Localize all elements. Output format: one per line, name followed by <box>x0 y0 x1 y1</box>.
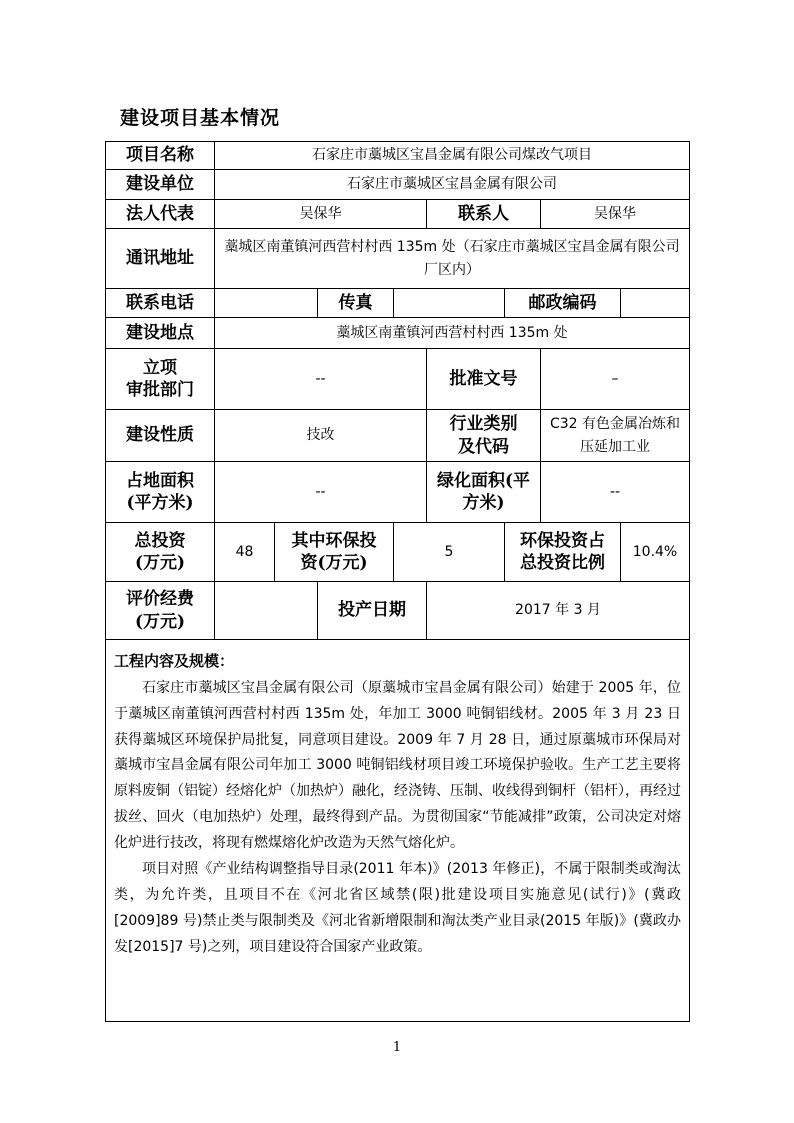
value-industry: C32 有色金属冶炼和压延加工业 <box>541 410 690 462</box>
section-heading: 建设项目基本情况 <box>120 107 281 129</box>
label-investment-line1: 总投资 <box>134 530 186 551</box>
value-legal-rep: 吴保华 <box>215 200 427 229</box>
label-industry-line2: 及代码 <box>458 436 509 457</box>
label-total-investment <box>106 523 215 582</box>
label-production-date: 投产日期 <box>318 582 427 640</box>
row-eval-cost <box>106 582 690 640</box>
value-production-date: 2017 年 3 月 <box>427 582 690 640</box>
label-ratio-line1: 环保投资占 <box>520 530 605 551</box>
label-area-line1: 占地面积 <box>126 470 194 491</box>
label-green-line1: 绿化面积(平 <box>436 470 531 491</box>
value-green-area: -- <box>541 462 690 523</box>
label-postcode: 邮政编码 <box>505 289 621 318</box>
label-green-area <box>427 462 541 523</box>
label-area <box>106 462 215 523</box>
label-eval-line2: (万元) <box>134 611 186 632</box>
value-contact: 吴保华 <box>541 200 690 229</box>
label-legal-rep: 法人代表 <box>106 200 215 229</box>
row-site <box>106 318 690 349</box>
label-project-name: 项目名称 <box>106 142 215 170</box>
label-env-investment <box>275 523 394 582</box>
value-area: -- <box>215 462 427 523</box>
value-eval-cost <box>215 582 318 640</box>
value-fax <box>394 289 505 318</box>
label-industry-line1: 行业类别 <box>449 414 518 435</box>
value-nature: 技改 <box>215 410 427 462</box>
project-content <box>106 640 690 1022</box>
label-nature: 建设性质 <box>106 410 215 462</box>
row-address <box>106 229 690 289</box>
value-total-investment: 48 <box>215 523 275 582</box>
label-address: 通讯地址 <box>106 229 215 289</box>
value-env-ratio: 10.4% <box>621 523 690 582</box>
value-approval: -- <box>215 349 427 410</box>
value-construction-unit: 石家庄市藁城区宝昌金属有限公司 <box>215 170 690 200</box>
label-phone: 联系电话 <box>106 289 215 318</box>
row-approval <box>106 349 690 410</box>
value-site: 藁城区南董镇河西营村村西 135m 处 <box>215 318 690 349</box>
value-env-investment: 5 <box>394 523 505 582</box>
label-approval-line2: 审批部门 <box>126 380 194 400</box>
value-project-name: 石家庄市藁城区宝昌金属有限公司煤改气项目 <box>215 142 690 170</box>
label-industry <box>427 410 541 462</box>
label-approval-line1: 立项 <box>143 357 177 378</box>
label-fax: 传真 <box>318 289 394 318</box>
label-env-ratio <box>505 523 621 582</box>
label-area-line2: (平方米) <box>126 493 194 513</box>
label-env-line2: 资(万元) <box>300 553 368 573</box>
row-nature <box>106 410 690 462</box>
content-paragraph-2: 项目对照《产业结构调整指导目录(2011 年本)》(2013 年修正)，不属于限制类或淘汰类，为允许类，且项目不在《河北省区域禁(限)批建设项目实施意见(试行)》(冀政[2009]89 号)禁止类与限制类及《河北省新增限制和淘汰类产业目录(2015 年版)》(冀政办发[2015]7 号)之列，项目建设符合国家产业政策。 <box>114 860 681 955</box>
label-approval <box>106 349 215 410</box>
label-investment-line2: (万元) <box>134 553 186 573</box>
row-content <box>106 640 690 1022</box>
label-env-line1: 其中环保投 <box>291 530 377 551</box>
row-construction-unit <box>106 170 690 200</box>
label-site: 建设地点 <box>106 318 215 349</box>
label-approval-doc: 批准文号 <box>427 349 541 410</box>
content-title: 工程内容及规模： <box>114 652 235 670</box>
row-project-name <box>106 142 690 170</box>
label-ratio-line2: 总投资比例 <box>520 553 605 573</box>
row-investment <box>106 523 690 582</box>
page-number: 1 <box>392 1040 402 1055</box>
label-construction-unit: 建设单位 <box>106 170 215 200</box>
project-info-table <box>105 141 690 1022</box>
value-phone <box>215 289 318 318</box>
label-eval-cost <box>106 582 215 640</box>
row-phone <box>106 289 690 318</box>
label-eval-line1: 评价经费 <box>126 589 194 610</box>
row-area <box>106 462 690 523</box>
value-postcode <box>621 289 690 318</box>
content-paragraph-1: 石家庄市藁城区宝昌金属有限公司（原藁城市宝昌金属有限公司）始建于 2005 年，位于藁城区南董镇河西营村村西 135m 处，年加工 3000 吨铜铝线材。2005 年 3 月 23 日获得藁城区环境保护局批复，同意项目建设。2009 年 7 月 28 日，通过原藁城市环保局对藁城市宝昌金属有限公司年加工 3000 吨铜铝线材项目竣工环境保护验收。生产工艺主要将原料废铜（铝锭）经熔化炉（加热炉）融化，经浇铸、压制、收线得到铜杆（铝杆），再经过拔丝、回火（电加热炉）处理，最终得到产品。为贯彻国家“节能减排”政策，公司决定对熔化炉进行技改，将现有燃煤熔化炉改造为天然气熔化炉。 <box>114 679 681 852</box>
value-address: 藁城区南董镇河西营村村西 135m 处（石家庄市藁城区宝昌金属有限公司厂区内） <box>215 229 690 289</box>
row-legal-rep <box>106 200 690 229</box>
label-contact: 联系人 <box>427 200 541 229</box>
label-green-line2: 方米) <box>462 493 505 513</box>
value-approval-doc: – <box>541 349 690 410</box>
